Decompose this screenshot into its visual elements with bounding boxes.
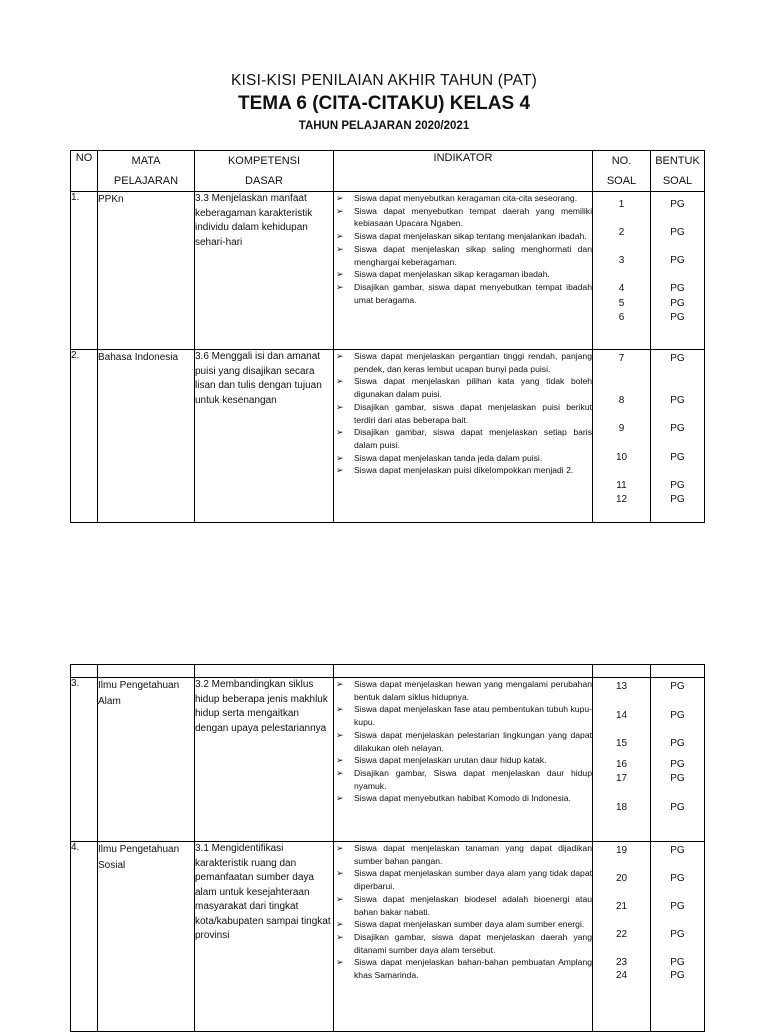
question-number: 4 — [618, 283, 625, 294]
kisi-kisi-table-page-1 — [70, 150, 705, 523]
subject: Bahasa Indonesia — [98, 350, 195, 523]
question-types — [651, 350, 705, 523]
table-row — [71, 678, 705, 842]
question-numbers — [593, 192, 651, 350]
arrow-bullet-icon: ➢ — [336, 231, 344, 242]
question-number: 11 — [616, 480, 627, 491]
header-kompetensi-dasar: KOMPETENSI DASAR — [195, 151, 334, 192]
question-type: PG — [670, 957, 685, 968]
arrow-bullet-icon: ➢ — [336, 281, 344, 292]
question-numbers — [593, 842, 651, 1032]
arrow-bullet-icon: ➢ — [336, 269, 344, 280]
row-number: 1. — [71, 192, 98, 350]
header-no-soal: NO. SOAL — [593, 151, 651, 192]
indicator-item: ➢ Siswa dapat menjelaskan sikap saling menghormati dan menghargai keberagaman. — [336, 243, 592, 267]
arrow-bullet-icon: ➢ — [336, 931, 344, 942]
question-number: 19 — [615, 845, 628, 856]
arrow-bullet-icon: ➢ — [336, 452, 344, 463]
question-numbers — [593, 350, 651, 523]
indicator-item: ➢ Siswa dapat menjelaskan bahan-bahan pembuatan Amplang khas Samarinda. — [336, 957, 592, 981]
arrow-bullet-icon: ➢ — [336, 704, 344, 715]
question-number: 17 — [615, 773, 628, 784]
question-type: PG — [670, 353, 685, 364]
kompetensi-dasar: 3.6 Menggali isi dan amanat puisi yang disajikan secara lisan dan tulis dengan tujuan untuk kesenangan — [195, 350, 334, 523]
indicator-item: ➢ Disajikan gambar, siswa dapat menyebutkan tempat ibadah umat beragama. — [336, 281, 592, 305]
indicator-item: ➢ Siswa dapat menjelaskan sumber daya alam yang tidak dapat diperbarui. — [336, 868, 592, 892]
table-row — [71, 350, 705, 523]
question-number: 18 — [615, 802, 628, 813]
question-number: 2 — [618, 227, 625, 238]
question-type: PG — [670, 845, 685, 856]
indicator-item: ➢ Disajikan gambar, siswa dapat menjelaskan setiap baris dalam puisi. — [336, 427, 592, 450]
question-type: PG — [670, 423, 685, 434]
arrow-bullet-icon: ➢ — [336, 868, 344, 879]
arrow-bullet-icon: ➢ — [336, 193, 344, 203]
kompetensi-dasar: 3.2 Membandingkan siklus hidup beberapa jenis makhluk hidup serta mengaitkan dengan upaya pelestariannya — [195, 678, 334, 842]
question-type: PG — [670, 395, 685, 406]
question-number: 23 — [615, 957, 628, 968]
arrow-bullet-icon: ➢ — [336, 401, 344, 412]
indicator-item: ➢ Siswa dapat menjelaskan puisi dikelompokkan menjadi 2. — [336, 465, 574, 476]
row-number: 4. — [71, 842, 98, 1032]
document-subtitle: TEMA 6 (CITA-CITAKU) KELAS 4 — [237, 93, 531, 114]
subject: PPKn — [98, 192, 195, 350]
indicator-item: ➢ Siswa dapat menyebutkan habibat Komodo di Indonesia. — [336, 793, 571, 804]
question-type: PG — [670, 873, 685, 884]
arrow-bullet-icon: ➢ — [336, 729, 344, 740]
question-number: 6 — [618, 312, 625, 323]
question-type: PG — [670, 738, 685, 749]
header-mata-pelajaran: MATA PELAJARAN — [98, 151, 195, 192]
question-types — [651, 192, 705, 350]
arrow-bullet-icon: ➢ — [336, 843, 344, 853]
indicator-item: ➢ Siswa dapat menjelaskan fase atau pembentukan tubuh kupu-kupu. — [336, 704, 592, 728]
question-number: 9 — [618, 423, 625, 434]
question-type: PG — [670, 710, 685, 721]
question-number: 14 — [615, 710, 628, 721]
question-type: PG — [670, 480, 685, 491]
indicator-item: ➢ Siswa dapat menjelaskan pelestarian lingkungan yang dapat dilakukan oleh nelayan. — [336, 729, 592, 753]
arrow-bullet-icon: ➢ — [336, 376, 344, 387]
question-numbers — [593, 678, 651, 842]
question-type: PG — [670, 255, 685, 266]
indicator-item: ➢ Siswa dapat menjelaskan sumber daya alam sumber energi. — [336, 919, 585, 930]
question-number: 20 — [615, 873, 628, 884]
question-number: 13 — [615, 681, 628, 692]
question-type: PG — [670, 452, 685, 463]
arrow-bullet-icon: ➢ — [336, 957, 344, 968]
row-number: 3. — [71, 678, 98, 842]
arrow-bullet-icon: ➢ — [336, 893, 344, 904]
table-header-row — [71, 151, 705, 192]
arrow-bullet-icon: ➢ — [336, 465, 344, 476]
indicator-item: ➢ Siswa dapat menjelaskan biodesel adalah bioenergi atau bahan bakar nabati. — [336, 893, 592, 917]
question-number: 10 — [615, 452, 628, 463]
question-number: 22 — [615, 929, 628, 940]
question-type: PG — [670, 298, 685, 309]
indicator-item: ➢ Siswa dapat menyebutkan tempat daerah yang memiliki kebiasaan Upacara Ngaben. — [336, 205, 592, 229]
question-number: 5 — [618, 298, 625, 309]
header-indikator: INDIKATOR — [334, 151, 593, 192]
kompetensi-dasar: 3.3 Menjelaskan manfaat keberagaman karakteristik individu dalam kehidupan sehari-hari — [195, 192, 334, 350]
header-no: NO — [71, 151, 98, 192]
question-type: PG — [670, 970, 685, 981]
arrow-bullet-icon: ➢ — [336, 205, 344, 216]
table-header-row-empty — [71, 665, 705, 678]
indicator-item: ➢ Siswa dapat menjelaskan sikap keragaman ibadah. — [336, 269, 550, 280]
indicator-list — [334, 350, 593, 523]
question-number: 21 — [615, 901, 628, 912]
question-type: PG — [670, 802, 685, 813]
kisi-kisi-table-page-2 — [70, 664, 705, 1032]
indicator-item: ➢ Siswa dapat menjelaskan pergantian tinggi rendah, panjang pendek, dan keras lembut ucapan bunyi pada puisi. — [336, 351, 592, 374]
arrow-bullet-icon: ➢ — [336, 919, 344, 930]
arrow-bullet-icon: ➢ — [336, 767, 344, 778]
question-type: PG — [670, 283, 685, 294]
question-number: 15 — [615, 738, 628, 749]
indicator-item: ➢ Disajikan gambar, siswa dapat menjelaskan daerah yang ditanami sumber daya alam tersebut. — [336, 931, 592, 955]
table-row — [71, 192, 705, 350]
question-type: PG — [670, 681, 685, 692]
indicator-item: ➢ Siswa dapat menyebutkan keragaman cita-cita seseorang. — [336, 193, 578, 203]
question-number: 16 — [615, 759, 628, 770]
question-number: 1 — [618, 199, 625, 210]
school-year: TAHUN PELAJARAN 2020/2021 — [298, 120, 470, 132]
question-type: PG — [670, 929, 685, 940]
question-type: PG — [670, 312, 685, 323]
indicator-item: ➢ Disajikan gambar, Siswa dapat menjelaskan daur hidup nyamuk. — [336, 767, 592, 791]
indicator-item: ➢ Siswa dapat menjelaskan pilihan kata yang tidak boleh digunakan dalam puisi. — [336, 376, 592, 400]
question-type: PG — [670, 901, 685, 912]
kompetensi-dasar: 3.1 Mengidentifikasi karakteristik ruang dan pemanfaatan sumber daya alam untuk kesejahteraan masyarakat dari tingkat kota/kabupaten sampai tingkat provinsi — [195, 842, 334, 1032]
question-number: 7 — [618, 353, 625, 364]
indicator-item: ➢ Siswa dapat menjelaskan sikap tentang menjalankan ibadah. — [336, 231, 587, 242]
indicator-list — [334, 842, 593, 1032]
subject: Ilmu Pengetahuan Sosial — [98, 842, 195, 1032]
question-type: PG — [670, 759, 685, 770]
arrow-bullet-icon: ➢ — [336, 679, 344, 689]
question-number: 3 — [618, 255, 625, 266]
arrow-bullet-icon: ➢ — [336, 243, 344, 254]
indicator-list — [334, 678, 593, 842]
question-type: PG — [670, 227, 685, 238]
question-types — [651, 842, 705, 1032]
row-number: 2. — [71, 350, 98, 523]
indicator-item: ➢ Disajikan gambar, siswa dapat menjelaskan puisi berikut terdiri dari atas beberapa bait. — [336, 401, 592, 425]
arrow-bullet-icon: ➢ — [336, 793, 344, 804]
question-number: 8 — [618, 395, 625, 406]
arrow-bullet-icon: ➢ — [336, 351, 344, 361]
indicator-item: ➢ Siswa dapat menjelaskan tanda jeda dalam puisi. — [336, 452, 543, 463]
arrow-bullet-icon: ➢ — [336, 427, 344, 438]
subject: Ilmu Pengetahuan Alam — [98, 678, 195, 842]
indicator-list — [334, 192, 593, 350]
question-number: 24 — [615, 970, 628, 981]
question-number: 12 — [615, 494, 628, 505]
question-type: PG — [670, 773, 685, 784]
indicator-item: ➢ Siswa dapat menjelaskan urutan daur hidup katak. — [336, 755, 547, 766]
arrow-bullet-icon: ➢ — [336, 755, 344, 766]
question-types — [651, 678, 705, 842]
indicator-item: ➢ Siswa dapat menjelaskan hewan yang mengalami perubahan bentuk dalam siklus hidupnya. — [336, 679, 592, 702]
question-type: PG — [670, 199, 685, 210]
document-title: KISI-KISI PENILAIAN AKHIR TAHUN (PAT) — [231, 72, 537, 89]
table-row — [71, 842, 705, 1032]
indicator-item: ➢ Siswa dapat menjelaskan tanaman yang dapat dijadikan sumber bahan pangan. — [336, 843, 592, 866]
header-bentuk-soal: BENTUK SOAL — [651, 151, 705, 192]
question-type: PG — [670, 494, 685, 505]
